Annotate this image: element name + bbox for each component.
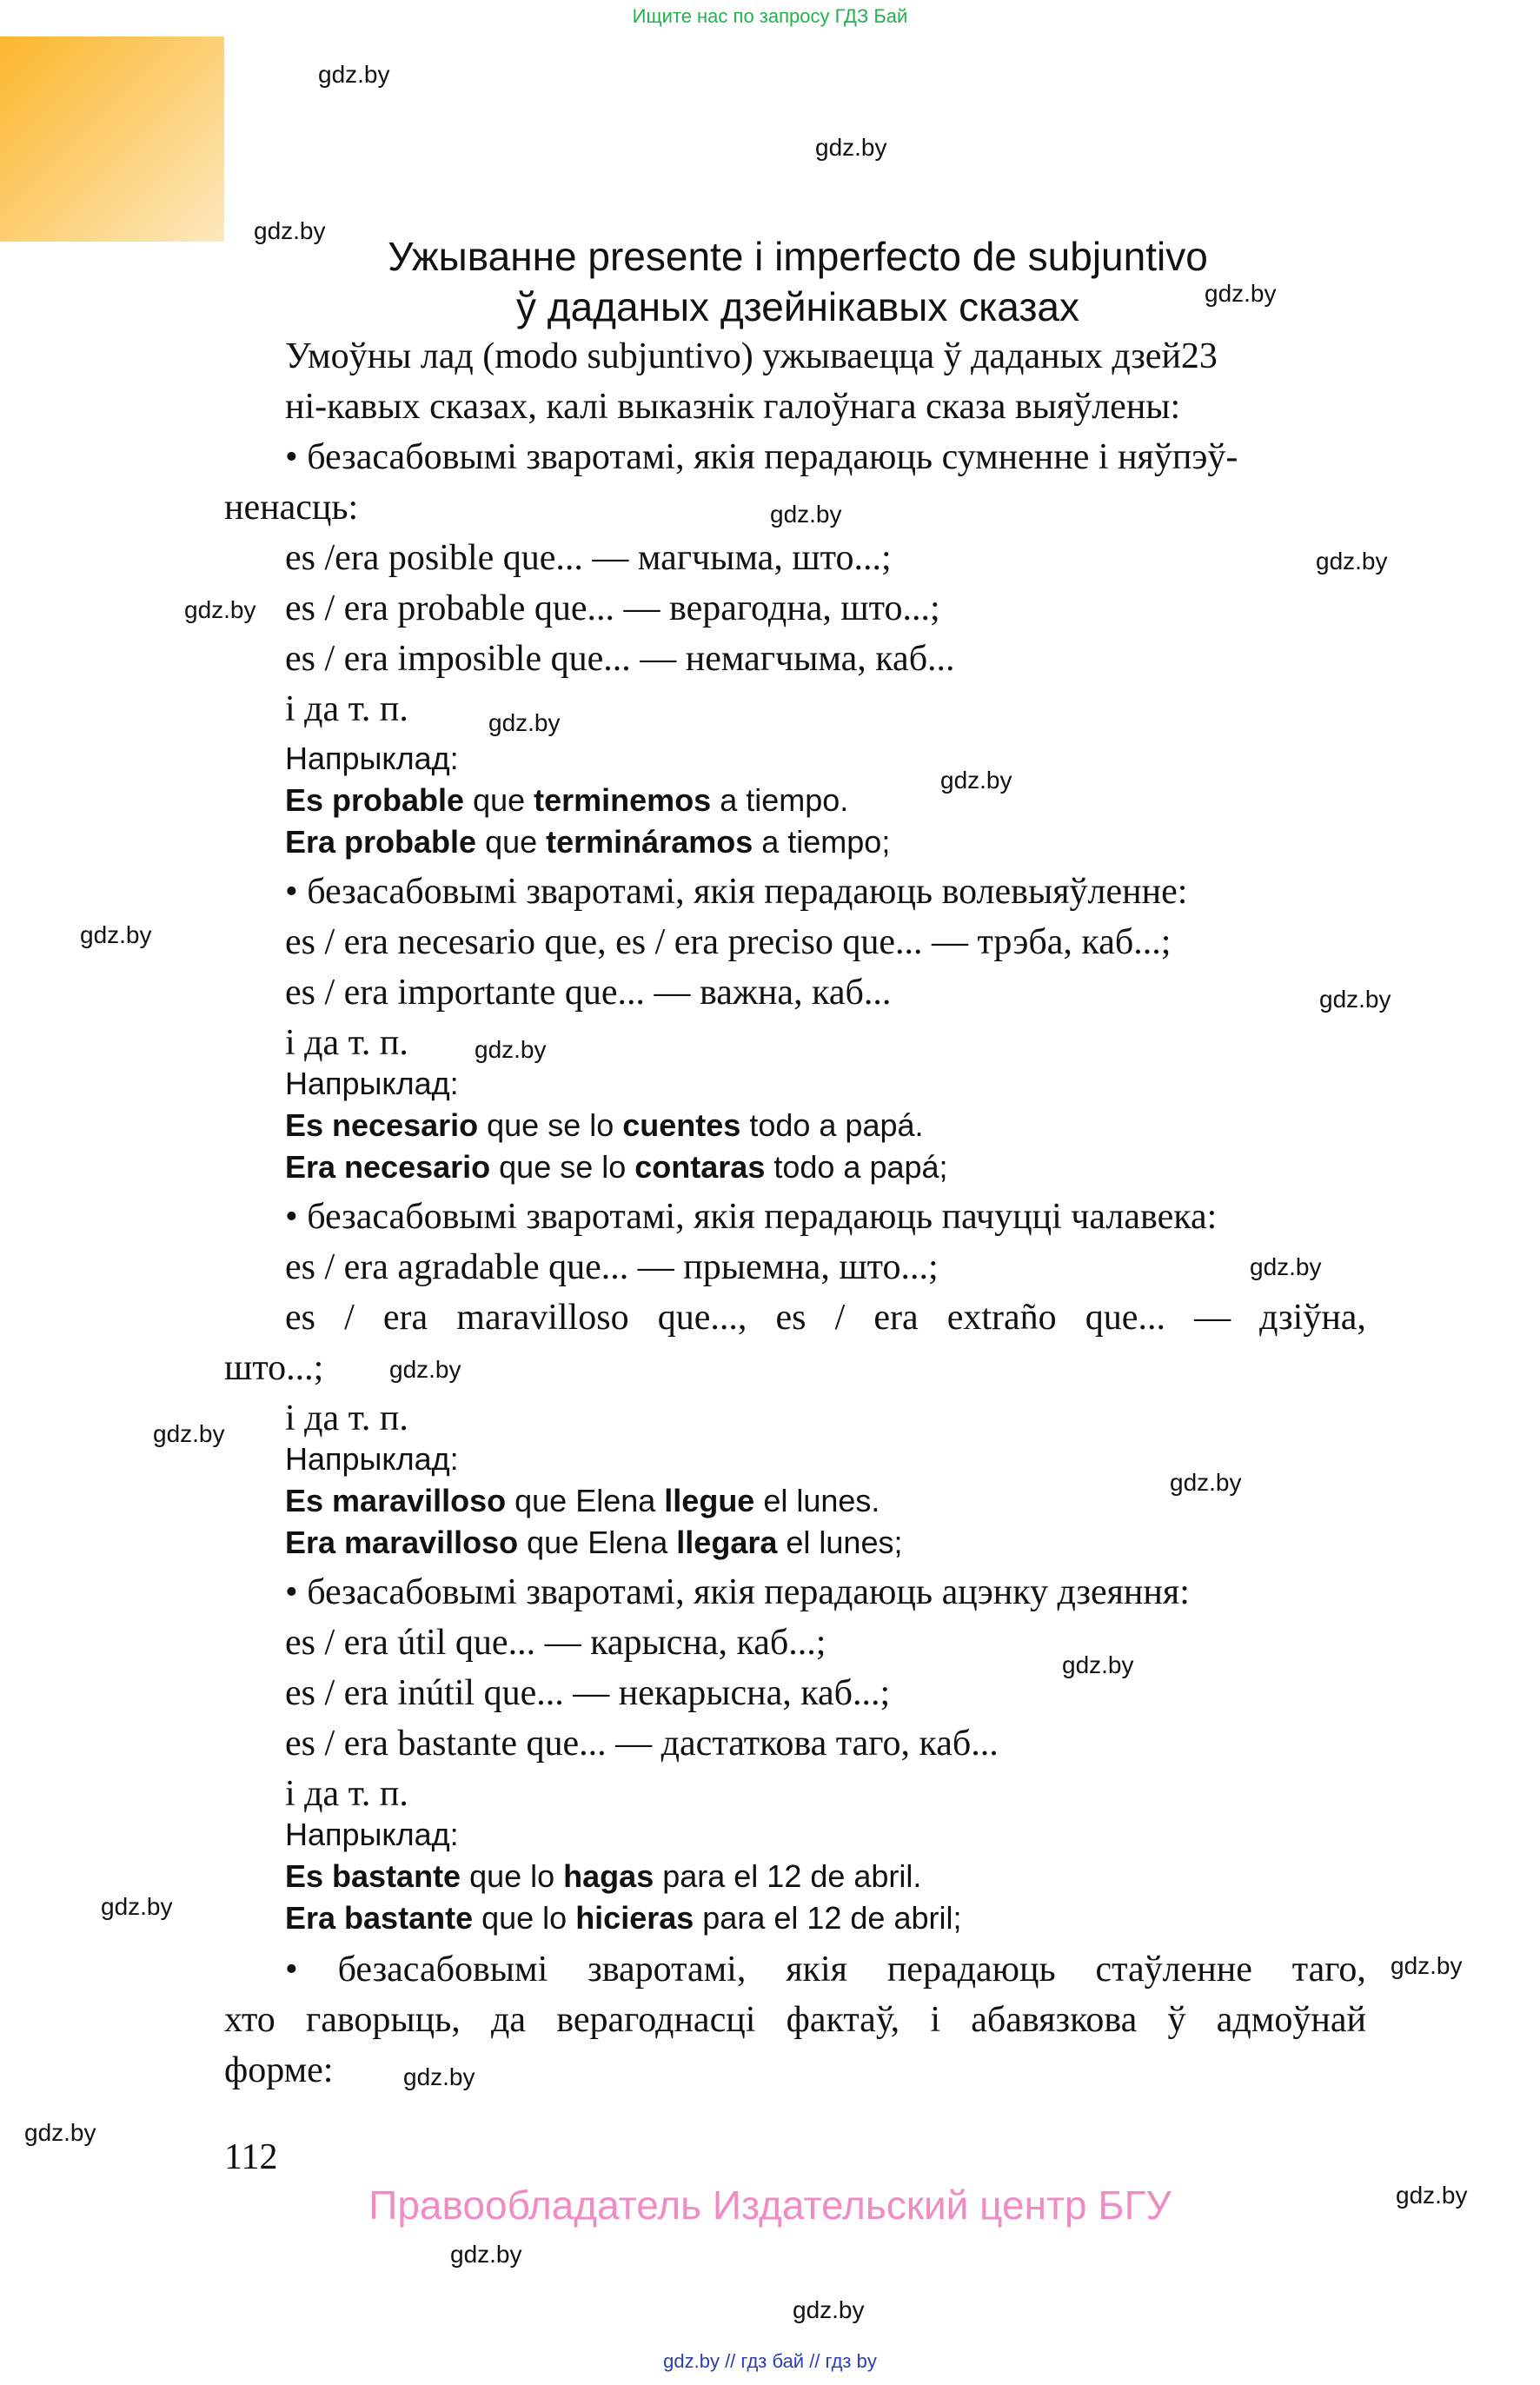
watermark: gdz.by <box>1391 1952 1463 1979</box>
orange-corner-block <box>0 37 224 242</box>
section3-example-2: Era maravilloso que Elena llegara el lunes; <box>285 1525 903 1560</box>
watermark: gdz.by <box>488 709 561 736</box>
section4-example-1: Es bastante que lo hagas para el 12 de abril. <box>285 1858 922 1894</box>
page-title-line1: Ужыванне presente і imperfecto de subjuntivo <box>388 234 1208 279</box>
section1-bullet-line2: ненасць: <box>224 488 359 528</box>
watermark: gdz.by <box>318 61 390 88</box>
watermark: gdz.by <box>80 921 152 948</box>
watermark: gdz.by <box>770 501 842 528</box>
watermark: gdz.by <box>101 1893 173 1920</box>
section1-example-label: Напрыклад: <box>285 741 459 776</box>
watermark: gdz.by <box>389 1356 461 1383</box>
section4-example-2: Era bastante que lo hicieras para el 12 de abril; <box>285 1900 962 1936</box>
section1-expression: es /era posible que... — магчыма, што...; <box>285 538 892 578</box>
section1-bullet-line1: • безасабовымі зваротамі, якія перадаюць сумненне і няўпэў- <box>285 437 1238 477</box>
watermark: gdz.by <box>1319 986 1391 1013</box>
section2-expression: es / era importante que... — важна, каб... <box>285 973 892 1013</box>
section3-expression: es / era agradable que... — прыемна, што...; <box>285 1247 939 1287</box>
watermark: gdz.by <box>1205 280 1277 307</box>
section1-etc: і да т. п. <box>285 689 408 729</box>
section3-expression-justified: es / era maravilloso que..., es / era extraño que... — дзіўна, <box>285 1298 1366 1338</box>
section4-bullet: • безасабовымі зваротамі, якія перадаюць ацэнку дзеяння: <box>285 1572 1190 1612</box>
intro-line1: Умоўны лад (modo subjuntivo) ужываецца ў даданых дзей23 <box>285 336 1218 376</box>
watermark: gdz.by <box>254 217 326 244</box>
section1-expression: es / era probable que... — верагодна, што...; <box>285 588 940 628</box>
copyright-notice: Правообладатель Издательский центр БГУ <box>368 2182 1172 2228</box>
section2-example-2: Era necesario que se lo contaras todo a papá; <box>285 1149 948 1185</box>
section5-line2: хто гаворыць, да верагоднасці фактаў, і абавязкова ў адмоўнай <box>224 2000 1366 2040</box>
section1-example-2: Era probable que termináramos a tiempo; <box>285 824 891 860</box>
section5-line3: форме: <box>224 2050 334 2090</box>
section3-example-label: Напрыклад: <box>285 1441 459 1477</box>
watermark: gdz.by <box>940 767 1012 794</box>
section4-example-label: Напрыклад: <box>285 1817 459 1852</box>
watermark: gdz.by <box>815 134 887 161</box>
watermark: gdz.by <box>475 1036 547 1063</box>
section2-example-label: Напрыклад: <box>285 1066 459 1101</box>
intro-line2: ні-кавых сказах, калі выказнік галоўнага сказа выяўлены: <box>285 387 1181 427</box>
watermark: gdz.by <box>24 2119 96 2146</box>
watermark: gdz.by <box>153 1420 225 1447</box>
section4-expression: es / era inútil que... — некарысна, каб...; <box>285 1673 891 1713</box>
watermark: gdz.by <box>793 2296 865 2323</box>
section2-expression: es / era necesario que, es / era preciso que... — трэба, каб...; <box>285 922 1172 962</box>
section4-expression: es / era útil que... — карысна, каб...; <box>285 1623 826 1663</box>
section1-expression: es / era imposible que... — немагчыма, каб... <box>285 639 955 679</box>
watermark: gdz.by <box>1170 1469 1242 1496</box>
footer-links[interactable]: gdz.by // гдз бай // гдз by <box>663 2350 877 2372</box>
page-number: 112 <box>224 2137 278 2177</box>
section1-example-1: Es probable que terminemos a tiempo. <box>285 782 849 818</box>
watermark: gdz.by <box>450 2241 522 2268</box>
section4-etc: і да т. п. <box>285 1774 408 1814</box>
section3-bullet: • безасабовымі зваротамі, якія перадаюць пачуцці чалавека: <box>285 1197 1218 1237</box>
section2-etc: і да т. п. <box>285 1023 408 1063</box>
section2-example-1: Es necesario que se lo cuentes todo a papá. <box>285 1107 924 1143</box>
watermark: gdz.by <box>1316 548 1388 575</box>
page-title-line2: ў даданых дзейнікавых сказах <box>515 284 1080 329</box>
section3-example-1: Es maravilloso que Elena llegue el lunes. <box>285 1483 880 1518</box>
section3-etc: і да т. п. <box>285 1398 408 1438</box>
watermark: gdz.by <box>184 596 256 623</box>
top-banner[interactable]: Ищите нас по запросу ГДЗ Бай <box>632 5 908 27</box>
watermark: gdz.by <box>1396 2182 1468 2209</box>
section4-expression: es / era bastante que... — дастаткова таго, каб... <box>285 1724 999 1764</box>
section3-expression-cont: што...; <box>224 1348 324 1388</box>
watermark: gdz.by <box>403 2063 475 2090</box>
watermark: gdz.by <box>1250 1253 1322 1280</box>
watermark: gdz.by <box>1062 1651 1134 1678</box>
section2-bullet: • безасабовымі зваротамі, якія перадаюць волевыяўленне: <box>285 872 1188 912</box>
section5-line1: • безасабовымі зваротамі, якія перадаюць стаўленне таго, <box>285 1950 1366 1990</box>
